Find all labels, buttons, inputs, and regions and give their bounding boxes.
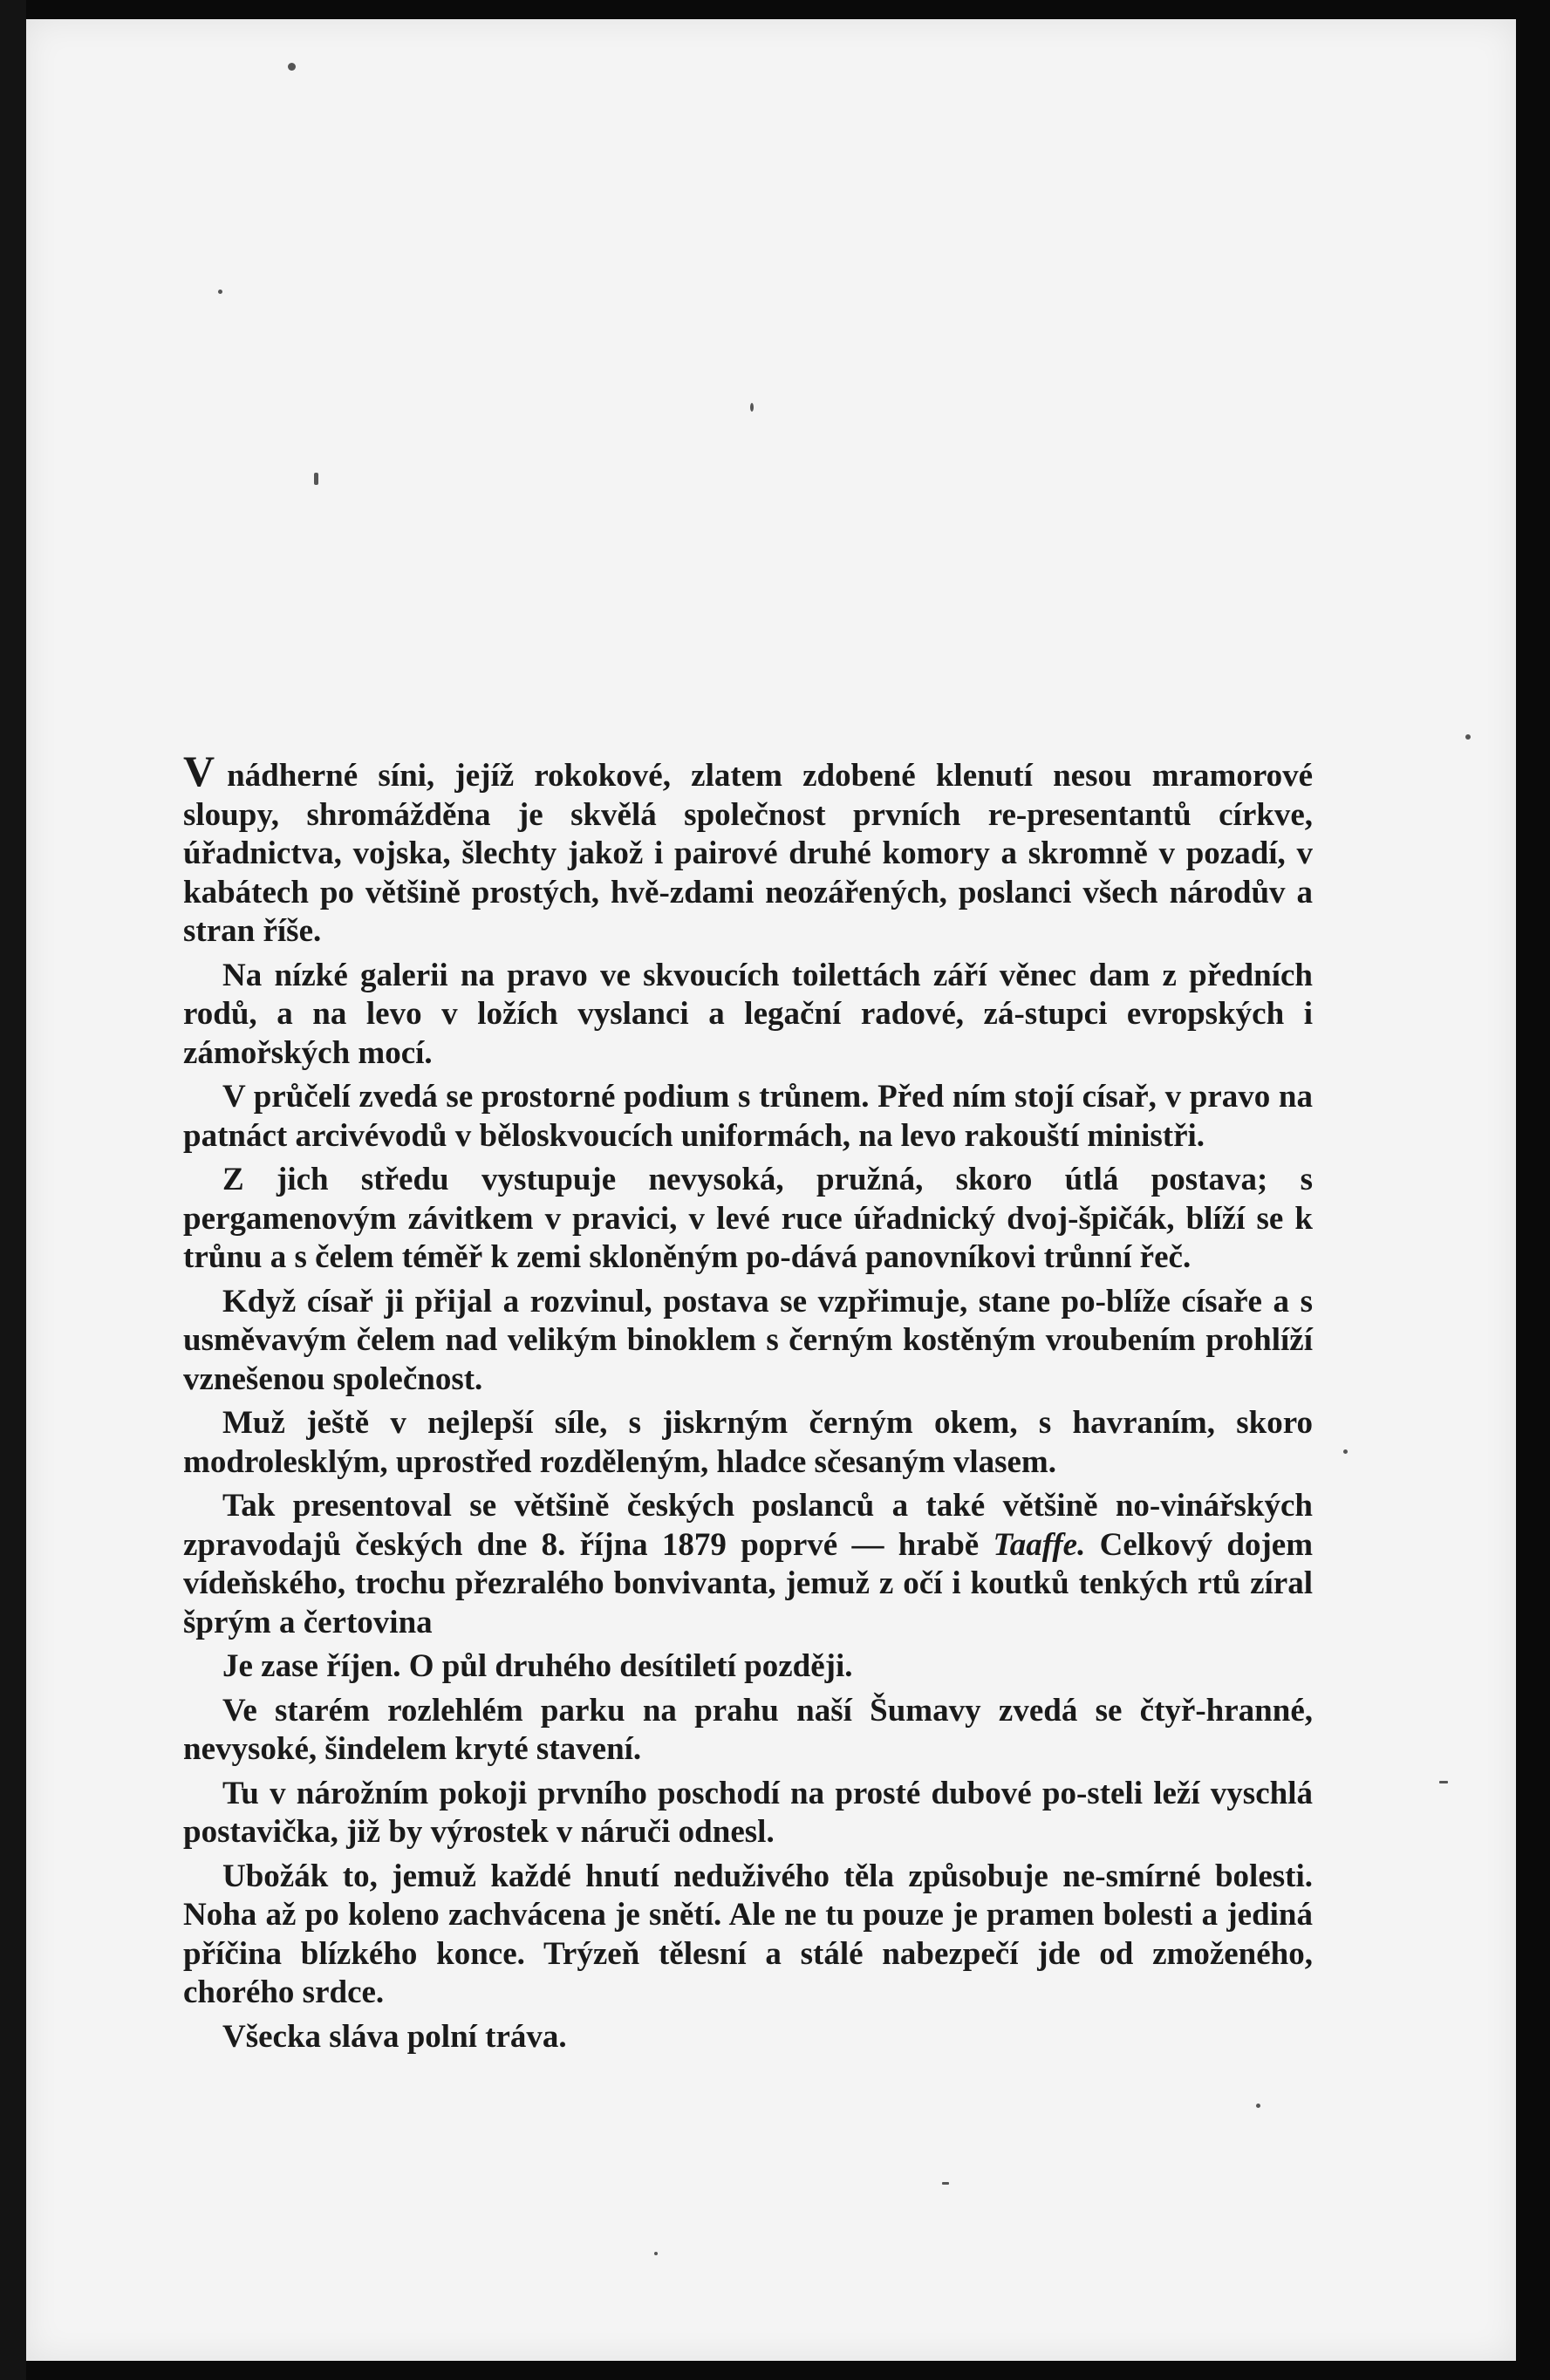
scan-speck: [1256, 2104, 1260, 2108]
paragraph-7: [183, 1487, 1313, 1642]
paragraph-12: Všecka sláva polní tráva.: [222, 2018, 567, 2055]
paragraph-11: Ubožák to, jemuž každé hnutí neduživého těla způsobuje ne-smírné bolesti. Noha až po koleno zachvácena je snětí. Ale ne tu pouze je pramen bolesti a jediná příčina blízkého konce. Trýzeň tělesní a stálé nabezpečí jde od zmoženého, chorého srdce.: [183, 1858, 1313, 2010]
scan-speck: [218, 290, 222, 294]
paragraph-4: Z jich středu vystupuje nevysoká, pružná, skoro útlá postava; s pergamenovým závitkem v pravici, v levé ruce úřadnický dvoj-špičák, blíží se k trůnu a s čelem téměř k zemi skloněným po-dává panovníkovi trůnní řeč.: [183, 1162, 1313, 1275]
paragraph-9: Ve starém rozlehlém parku na prahu naší Šumavy zvedá se čtyř-hranné, nevysoké, šindelem kryté stavení.: [183, 1692, 1313, 1767]
scan-speck: [654, 2252, 658, 2255]
scan-speck: [288, 63, 296, 71]
scan-speck: [1439, 1781, 1448, 1783]
scan-speck: [750, 403, 754, 412]
book-page: [26, 19, 1516, 2361]
scan-speck: [1465, 734, 1471, 740]
paragraph-3: V průčelí zvedá se prostorné podium s trůnem. Před ním stojí císař, v pravo na patnáct arcivévodů v běloskvoucích uniformách, na levo rakouští ministři.: [183, 1079, 1313, 1154]
paragraph-2: Na nízké galerii na pravo ve skvoucích toilettách září věnec dam z předních rodů, a na levo v ložích vyslanci a legační radové, zá-stupci evropských i zámořských mocí.: [183, 957, 1313, 1071]
paragraph-6: Muž ještě v nejlepší síle, s jiskrným černým okem, s havraním, skoro modrolesklým, uprostřed rozděleným, hladce sčesaným vlasem.: [183, 1405, 1313, 1480]
paragraph-7-text-a: Tak presentoval se většině českých poslanců a také většině no-vinářských zpravodajů českých dne 8. října 1879 poprvé — hrabě: [183, 1488, 1313, 1563]
scan-speck: [1343, 1449, 1348, 1454]
scan-left-edge: [0, 0, 26, 2380]
taaffe-name: Taaffe.: [993, 1526, 1086, 1563]
paragraph-7-text-b: Celkový dojem vídeňského, trochu přezralého bonvivanta, jemuž z očí i koutků tenkých rtů zíral šprým a čertovina: [183, 1526, 1314, 1640]
paragraph-10: Tu v nárožním pokoji prvního poschodí na prosté dubové po-steli leží vyschlá postavička, již by výrostek v náruči odnesl.: [183, 1775, 1313, 1850]
paragraph-1: [183, 747, 1313, 951]
scan-speck: [314, 473, 318, 485]
document-body: [183, 747, 1314, 2062]
paragraph-5: Když císař ji přijal a rozvinul, postava se vzpřimuje, stane po-blíže císaře a s usměvavým čelem nad velikým binoklem s černým kostěným vroubením prohlíží vznešenou společnost.: [183, 1283, 1313, 1397]
paragraph-1-text: nádherné síni, jejíž rokokové, zlatem zdobené klenutí nesou mramorové sloupy, shromážděna je skvělá společnost prvních re-presentantů církve, úřadnictva, vojska, šlechty jakož i pairové druhé komory a skromně v pozadí, v kabátech po většině prostých, hvě-zdami neozářených, poslanci všech národův a stran říše.: [183, 758, 1313, 949]
drop-cap-letter: V: [183, 747, 215, 795]
paragraph-8: Je zase říjen. O půl druhého desítiletí později.: [222, 1648, 853, 1684]
scan-speck: [942, 2182, 949, 2185]
